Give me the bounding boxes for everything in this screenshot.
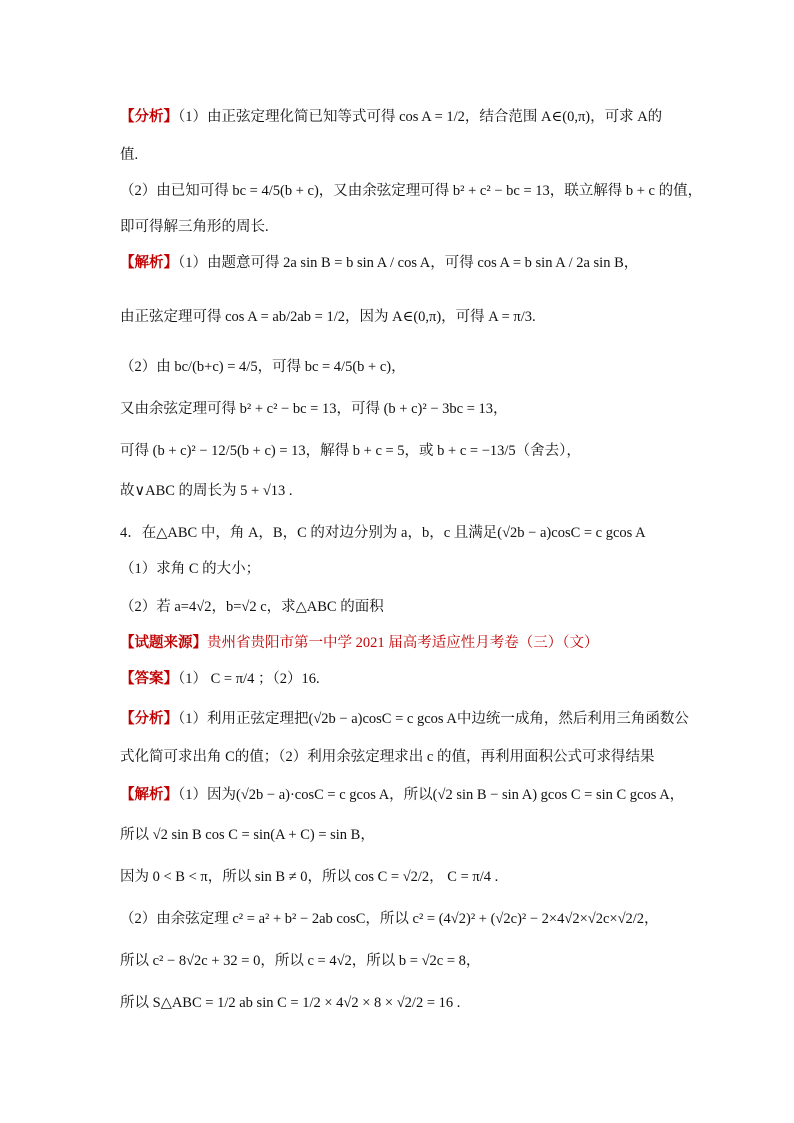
p4-solution-line-3: 因为 0 < B < π，所以 sin B ≠ 0，所以 cos C = √2/2， C = π/4 . <box>120 869 499 885</box>
analysis-line-3: （2）由已知可得 bc = 4/5(b + c)，又由余弦定理可得 b² + c² − bc = 13，联立解得 b + c 的值， <box>120 183 703 199</box>
p4-solution-line-1 <box>120 784 694 806</box>
solution-line-4: 又由余弦定理可得 b² + c² − bc = 13，可得 (b + c)² − 3bc = 13， <box>120 401 508 417</box>
p4-analysis-line-1 <box>120 708 694 730</box>
analysis-line-2: 值. <box>120 147 139 163</box>
problem-4-question-2: （2）若 a=4√2，b=√2 c，求△ABC 的面积 <box>120 599 384 615</box>
p4-analysis-text: （1）利用正弦定理把(√2b − a)cosC = c gcos A中边统一成角，然后利用三角函数公 <box>178 711 689 727</box>
source-text: 贵州省贵阳市第一中学 2021 届高考适应性月考卷（三）（文） <box>207 635 599 651</box>
p4-solution-line-6: 所以 S△ABC = 1/2 ab sin C = 1/2 × 4√2 × 8 × √2/2 = 16 . <box>120 995 461 1011</box>
analysis-text: （1）由正弦定理化简已知等式可得 cos A = 1/2，结合范围 A∈(0,π)，可求 A的 <box>178 109 663 125</box>
p4-solution-line-4: （2）由余弦定理 c² = a² + b² − 2ab cosC，所以 c² = (4√2)² + (√2c)² − 2×4√2×√2c×√2/2， <box>120 911 659 927</box>
solution-line-5: 可得 (b + c)² − 12/5(b + c) = 13，解得 b + c = 5，或 b + c = −13/5（舍去）， <box>120 443 581 459</box>
solution-text: （1）由题意可得 2a sin B = b sin A / cos A，可得 cos A = b sin A / 2a sin B， <box>178 255 639 271</box>
answer-text: （1） C = π/4 ；（2）16. <box>178 671 320 687</box>
p4-solution-line-2: 所以 √2 sin B cos C = sin(A + C) = sin B， <box>120 827 375 843</box>
p4-analysis-line-2: 式化简可求出角 C的值；（2）利用余弦定理求出 c 的值，再利用面积公式可求得结果 <box>120 749 655 765</box>
p4-solution-text: （1）因为(√2b − a)·cosC = c gcos A，所以(√2 sin B − sin A) gcos C = sin C gcos A， <box>178 787 685 803</box>
problem-4-question-1: （1）求角 C 的大小； <box>120 561 261 577</box>
problem-4-stem: 4．在△ABC 中，角 A，B，C 的对边分别为 a，b，c 且满足(√2b − a)cosC = c gcos A <box>120 525 646 541</box>
source-line <box>120 632 694 654</box>
answer-tag: 【答案】 <box>120 671 178 687</box>
analysis-tag: 【分析】 <box>120 109 178 125</box>
solution-line-2: 由正弦定理可得 cos A = ab/2ab = 1/2，因为 A∈(0,π)，可得 A = π/3. <box>120 309 536 325</box>
analysis-line-4: 即可得解三角形的周长. <box>120 219 269 235</box>
source-tag: 【试题来源】 <box>120 635 207 651</box>
solution-line-1 <box>120 252 694 274</box>
answer-line <box>120 668 694 690</box>
analysis-line-1 <box>120 106 694 128</box>
p4-solution-tag: 【解析】 <box>120 787 178 803</box>
p4-analysis-tag: 【分析】 <box>120 711 178 727</box>
p4-solution-line-5: 所以 c² − 8√2c + 32 = 0，所以 c = 4√2，所以 b = √2c = 8， <box>120 953 481 969</box>
solution-line-6: 故∨ABC 的周长为 5 + √13 . <box>120 483 293 499</box>
solution-line-3: （2）由 bc/(b+c) = 4/5，可得 bc = 4/5(b + c)， <box>120 359 406 375</box>
solution-tag: 【解析】 <box>120 255 178 271</box>
